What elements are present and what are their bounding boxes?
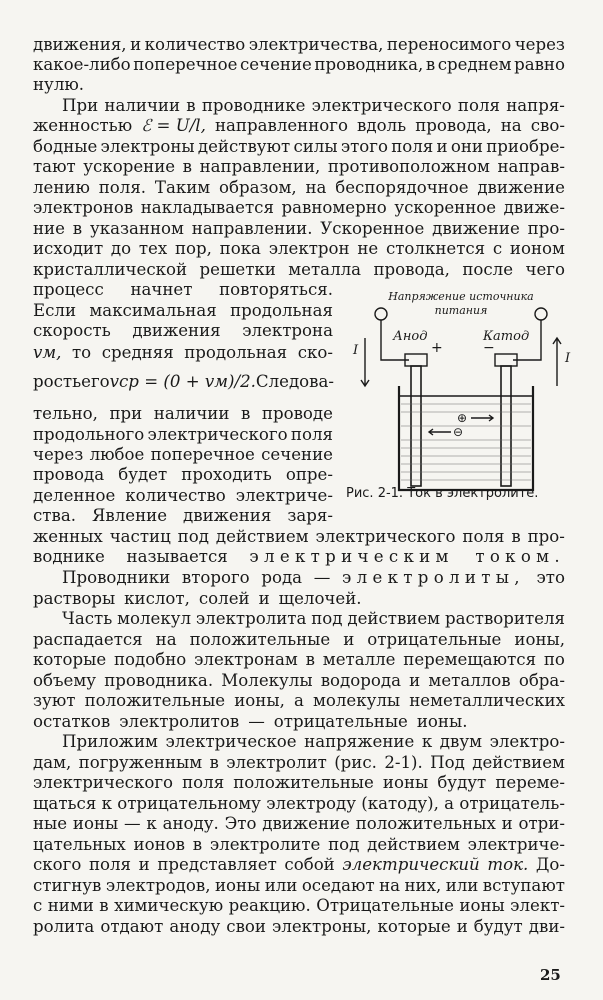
text-line: женностью ℰ = U/l, направленного вдоль провода, на сво- xyxy=(33,116,565,135)
text-line: через любое поперечное сечение xyxy=(33,445,333,464)
text-line: движения, и количество электричества, переносимого через xyxy=(33,35,565,54)
current-label-right: I xyxy=(565,351,571,366)
positive-ion-icon: ⊕ xyxy=(457,411,468,425)
paragraph-start: Проводники второго рода — электролиты, это xyxy=(62,568,565,587)
text-line: продольного электрического поля xyxy=(33,425,333,444)
negative-ion-icon: ⊖ xyxy=(453,425,464,439)
text-line: ролита отдают аноду свои электроны, которые и будут дви- xyxy=(33,917,565,936)
text-line: vм, то средняя продольная ско- xyxy=(33,343,333,362)
text-line: объему проводника. Молекулы водорода и металлов обра- xyxy=(33,671,565,690)
italic-term: ток. xyxy=(487,855,529,874)
text-line: кристаллической решетки металла провода, после чего xyxy=(33,260,565,279)
text-line: воднике называется электрическим током. xyxy=(33,547,565,566)
text-line: бодные электроны действуют силы этого поля и они приобре- xyxy=(33,137,565,156)
text-line: дам, погруженным в электролит (рис. 2-1). Под действием xyxy=(33,753,565,772)
spaced-term: электрическим xyxy=(249,547,454,566)
text-line: растворы кислот, солей и щелочей. xyxy=(33,589,362,608)
text-line: остатков электролитов — отрицательные ионы. xyxy=(33,712,468,731)
text-line: ние в указанном направлении. Ускоренное движение про- xyxy=(33,219,565,238)
text-line: стигнув электродов, ионы или оседают на них, или вступают xyxy=(33,876,565,895)
text-line: тельно, при наличии в проводе xyxy=(33,404,333,423)
electrolyte-container xyxy=(399,386,533,490)
text-line: электрического поля положительные ионы будут переме- xyxy=(33,773,565,792)
text-line: цательных ионов в электролите под действием электриче- xyxy=(33,835,565,854)
anode-label: Анод xyxy=(393,329,428,344)
figure-title-line2: питания xyxy=(434,304,488,317)
field-strength-formula: ℰ = U/l, xyxy=(141,116,206,135)
text-line: скорость движения электрона xyxy=(33,321,333,340)
text-line: распадается на положительные и отрицательные ионы, xyxy=(33,630,565,649)
text-line: лению поля. Таким образом, на беспорядочное движение xyxy=(33,178,565,197)
text-line: провода будет проходить опре- xyxy=(33,465,333,484)
text-line: которые подобно электронам в металле перемещаются по xyxy=(33,650,565,669)
cathode-label: Катод xyxy=(483,329,530,344)
text-line: щаться к отрицательному электроду (катоду), а отрицатель- xyxy=(33,794,565,813)
minus-sign: − xyxy=(483,340,495,356)
current-label-left: I xyxy=(353,343,359,358)
text-line: какое-либо поперечное сечение проводника, в среднем равно xyxy=(33,55,565,74)
terminal-right-icon xyxy=(535,308,547,320)
text-line: рость его vср = (0 + vм)/2. Следова- xyxy=(33,372,335,391)
text-line: деленное количество электриче- xyxy=(33,486,333,505)
paragraph-start: Приложим электрическое напряжение к двум электро- xyxy=(62,732,565,751)
text-line: женных частиц под действием электрического поля в про- xyxy=(33,527,565,546)
text-line: ства. Явление движения заря- xyxy=(33,506,333,525)
text-line: электронов накладывается равномерно ускоренное движе- xyxy=(33,198,565,217)
text-line: ные ионы — к аноду. Это движение положительных и отри- xyxy=(33,814,565,833)
text-line: с ними в химическую реакцию. Отрицательные ионы элект- xyxy=(33,896,565,915)
text-line: ского поля и представляет собой электрический ток. До- xyxy=(33,855,565,874)
paragraph-start: Часть молекул электролита под действием растворителя xyxy=(62,609,565,628)
plus-sign: + xyxy=(431,340,443,356)
text-line: процесс начнет повторяться. xyxy=(33,280,333,299)
terminal-left-icon xyxy=(375,308,387,320)
figure-caption: Рис. 2-1. Ток в электролите. xyxy=(346,486,539,501)
spaced-term: электролиты, xyxy=(342,568,525,587)
positive-ion-arrow-icon xyxy=(471,415,493,421)
text-line: Если максимальная продольная xyxy=(33,301,333,320)
negative-ion-arrow-icon xyxy=(429,429,451,435)
current-arrow-left-icon xyxy=(361,338,369,386)
text-line: исходит до тех пор, пока электрон не столкнется с ионом xyxy=(33,239,565,258)
spaced-term: током. xyxy=(475,547,565,566)
italic-term: электрический xyxy=(342,855,480,874)
average-velocity-formula: vср = (0 + vм)/2. xyxy=(109,372,256,391)
current-arrow-right-icon xyxy=(553,338,561,386)
text-line: тают ускорение в направлении, противоположном направ- xyxy=(33,157,565,176)
text-line: зуют положительные ионы, а молекулы неметаллических xyxy=(33,691,565,710)
text-line: нулю. xyxy=(33,75,85,94)
page-number: 25 xyxy=(540,966,561,984)
paragraph-start: При наличии в проводнике электрического поля напря- xyxy=(62,96,565,115)
figure-title-line1: Напряжение источника xyxy=(388,290,534,303)
